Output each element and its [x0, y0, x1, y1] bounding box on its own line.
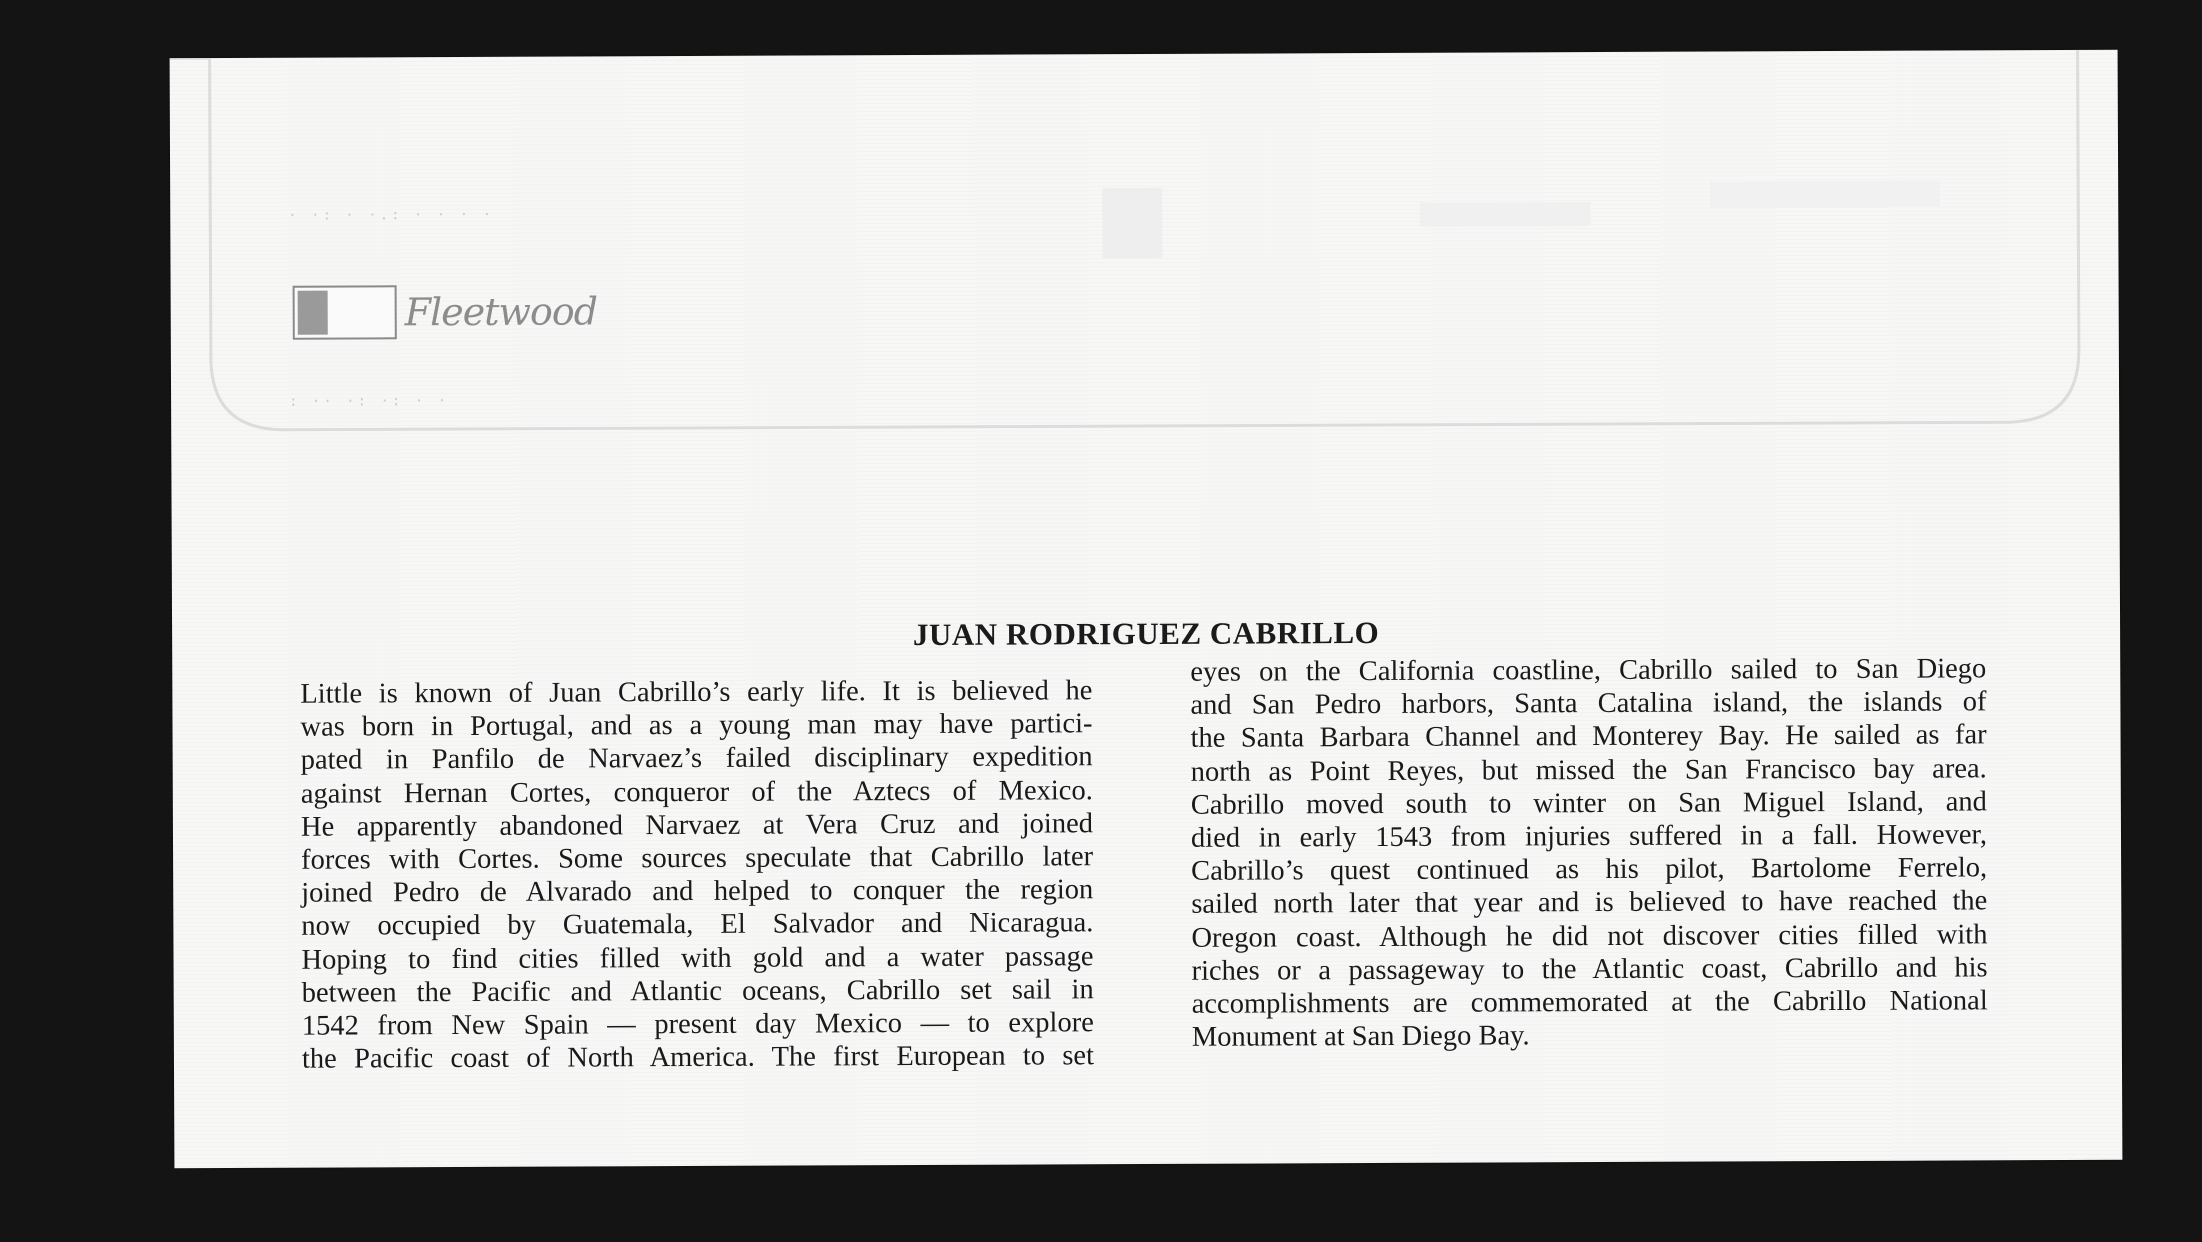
- envelope-back: [170, 50, 2123, 1168]
- text-line: joined Pedro de Alvarado and helped to conquer the region: [301, 874, 1094, 909]
- envelope-flap-outline: [170, 50, 2120, 478]
- brand-wordmark: Fleetwood: [404, 289, 598, 335]
- text-line: now occupied by Guatemala, El Salvador and Nicaragua.: [301, 907, 1094, 943]
- article-title: JUAN RODRIGUEZ CABRILLO: [912, 614, 1380, 653]
- text-line: Monument at San Diego Bay.: [1191, 1020, 1530, 1054]
- text-line: between the Pacific and Atlantic oceans, Cabrillo set sail in: [301, 974, 1094, 1009]
- text-line: died in early 1543 from injuries suffered in a fall. However,: [1190, 819, 1988, 854]
- text-line: Oregon coast. Although he did not discover cities filled with: [1191, 918, 1988, 954]
- text-line: and San Pedro harbors, Santa Catalina island, the islands of: [1190, 686, 1987, 722]
- text-line: Hoping to find cities filled with gold and a water passage: [301, 940, 1094, 976]
- faint-print-marks-bottom: : ·· ·: ·: · ·: [289, 393, 450, 410]
- text-line: Little is known of Juan Cabrillo’s early life. It is believed he: [300, 675, 1093, 710]
- text-line: eyes on the California coastline, Cabrillo sailed to San Diego: [1190, 653, 1987, 688]
- text-line: accomplishments are commemorated at the Cabrillo National: [1191, 985, 1988, 1020]
- text-line: He apparently abandoned Narvaez at Vera Cruz and joined: [300, 808, 1094, 843]
- logo-box-icon: [293, 285, 397, 339]
- text-line: riches or a passageway to the Atlantic coast, Cabrillo and his: [1191, 952, 1988, 987]
- text-line: north as Point Reyes, but missed the San Francisco bay area.: [1190, 752, 1987, 788]
- faint-print-marks-top: · ·: · ·.: · · · ·: [288, 206, 495, 224]
- text-line: against Hernan Cortes, conqueror of the Aztecs of Mexico.: [300, 774, 1093, 810]
- logo-box-fill: [298, 291, 328, 335]
- text-line: the Pacific coast of North America. The first European to set: [301, 1040, 1095, 1075]
- article-right-column: [1190, 652, 1988, 1054]
- text-line: Cabrillo’s quest continued as his pilot, Bartolome Ferrelo,: [1191, 852, 1988, 888]
- text-line: the Santa Barbara Channel and Monterey Bay. He sailed as far: [1190, 719, 1987, 755]
- article-left-column: [300, 674, 1094, 1076]
- text-line: pated in Panfilo de Narvaez’s failed disciplinary expedition: [300, 741, 1093, 777]
- text-line: was born in Portugal, and as a young man may have partici-: [300, 708, 1093, 743]
- text-line: Cabrillo moved south to winter on San Miguel Island, and: [1190, 786, 1987, 821]
- text-line: forces with Cortes. Some sources speculate that Cabrillo later: [301, 841, 1094, 876]
- text-line: 1542 from New Spain — present day Mexico — to explore: [301, 1007, 1094, 1042]
- brand-logo: [293, 284, 598, 339]
- text-line: sailed north later that year and is believed to have reached the: [1191, 885, 1988, 921]
